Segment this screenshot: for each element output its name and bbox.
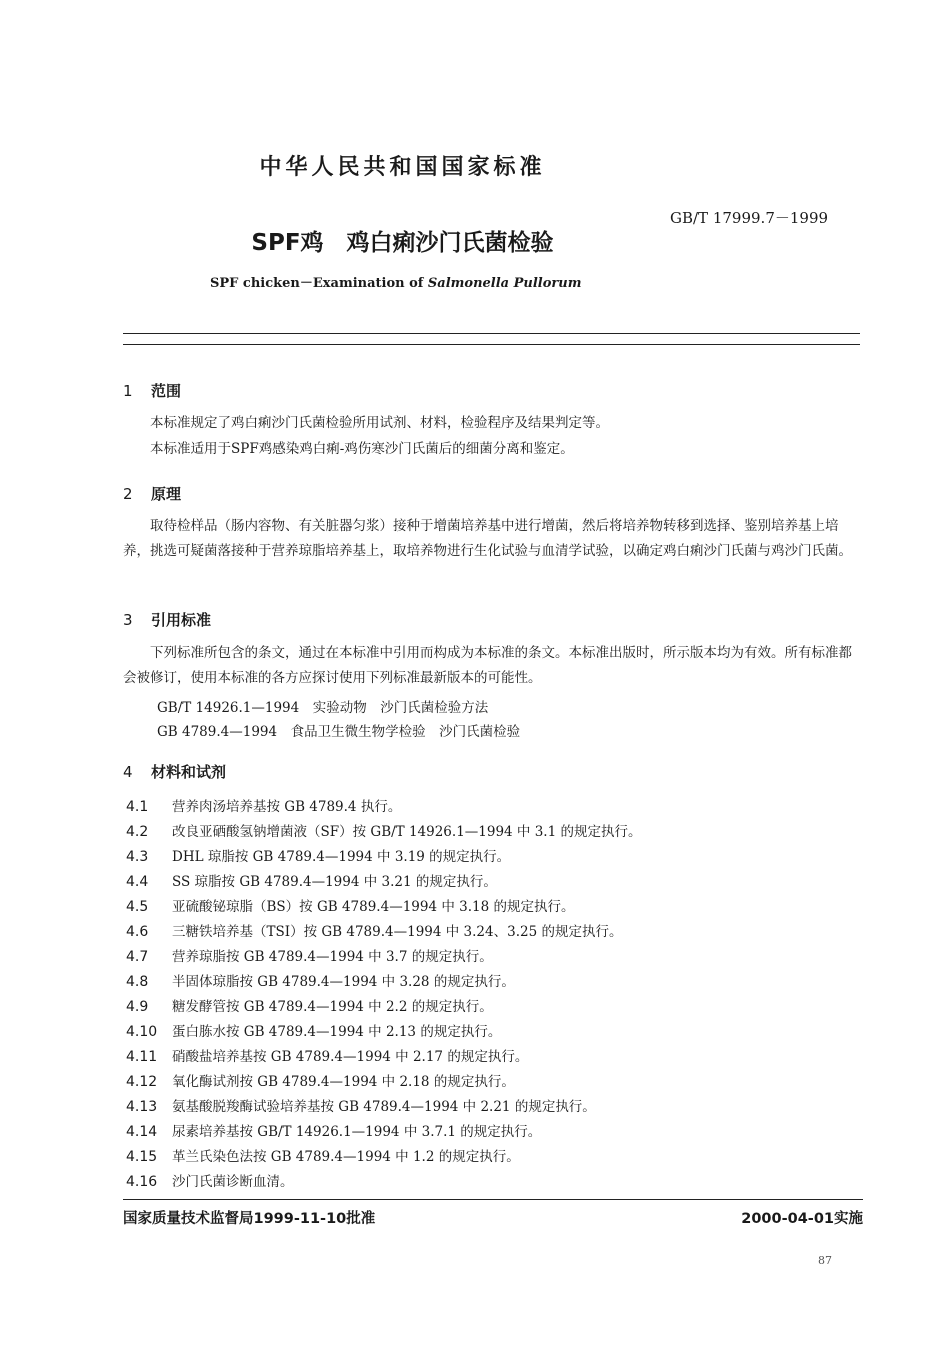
item-text: 氧化酶试剂按 GB 4789.4—1994 中 2.18 的规定执行。 — [172, 1074, 515, 1090]
section-1-title: 范围 — [151, 382, 182, 400]
item-number: 4.2 — [126, 824, 149, 840]
item-number: 4.9 — [126, 999, 149, 1015]
footer-rule — [123, 1199, 863, 1200]
subtitle-prefix: SPF chicken－Examination of — [210, 276, 428, 291]
material-item — [126, 920, 622, 940]
document-subtitle — [210, 272, 581, 291]
item-number: 4.7 — [126, 949, 149, 965]
item-number: 4.13 — [126, 1099, 158, 1115]
page-number: 87 — [818, 1254, 832, 1267]
header-rule-secondary — [123, 344, 860, 345]
approval-line: 国家质量技术监督局1999-11-10批准 — [123, 1211, 376, 1227]
item-number: 4.3 — [126, 849, 149, 865]
item-text: 糖发酵管按 GB 4789.4—1994 中 2.2 的规定执行。 — [172, 999, 493, 1015]
material-item — [126, 1145, 520, 1165]
item-text: 改良亚硒酸氢钠增菌液（SF）按 GB/T 14926.1—1994 中 3.1 的规定执行。 — [172, 824, 642, 840]
material-item — [126, 895, 574, 915]
item-number: 4.6 — [126, 924, 149, 940]
document-title: SPF鸡 鸡白痢沙门氏菌检验 — [251, 230, 554, 256]
section-4-number: 4 — [123, 763, 133, 781]
subtitle-organism: Salmonella Pullorum — [427, 276, 582, 291]
section-2-number: 2 — [123, 485, 133, 503]
item-text: 沙门氏菌诊断血清。 — [172, 1174, 294, 1190]
item-text: 硝酸盐培养基按 GB 4789.4—1994 中 2.17 的规定执行。 — [172, 1049, 529, 1065]
standard-code: GB/T 17999.7－1999 — [670, 209, 829, 227]
section-2-heading — [123, 483, 181, 504]
section-1-paragraph-1: 本标准规定了鸡白痢沙门氏菌检验所用试剂、材料，检验程序及结果判定等。 — [150, 415, 609, 431]
item-text: 尿素培养基按 GB/T 14926.1—1994 中 3.7.1 的规定执行。 — [172, 1124, 542, 1140]
item-text: 半固体琼脂按 GB 4789.4—1994 中 3.28 的规定执行。 — [172, 974, 515, 990]
item-text: 蛋白胨水按 GB 4789.4—1994 中 2.13 的规定执行。 — [172, 1024, 502, 1040]
issuing-authority: 中华人民共和国国家标准 — [259, 155, 546, 180]
material-item — [126, 995, 493, 1015]
item-text: DHL 琼脂按 GB 4789.4—1994 中 3.19 的规定执行。 — [172, 849, 511, 865]
item-text: SS 琼脂按 GB 4789.4—1994 中 3.21 的规定执行。 — [172, 874, 497, 890]
material-item — [126, 1070, 515, 1090]
item-number: 4.8 — [126, 974, 149, 990]
section-3-heading — [123, 609, 211, 630]
section-1-heading — [123, 380, 181, 401]
effective-date: 2000-04-01实施 — [741, 1211, 863, 1227]
item-number: 4.16 — [126, 1174, 158, 1190]
material-item — [126, 1170, 294, 1190]
section-3-title: 引用标准 — [151, 611, 212, 629]
reference-item: GB/T 14926.1—1994 实验动物 沙门氏菌检验方法 — [157, 700, 489, 716]
material-item — [126, 945, 493, 965]
item-text: 营养琼脂按 GB 4789.4—1994 中 3.7 的规定执行。 — [172, 949, 493, 965]
material-item — [126, 970, 515, 990]
section-4-title: 材料和试剂 — [151, 763, 227, 781]
reference-item: GB 4789.4—1994 食品卫生微生物学检验 沙门氏菌检验 — [157, 724, 521, 740]
item-number: 4.5 — [126, 899, 149, 915]
item-text: 营养肉汤培养基按 GB 4789.4 执行。 — [172, 799, 402, 815]
section-3-paragraph: 下列标准所包含的条文，通过在本标准中引用而构成为本标准的条文。本标准出版时，所示版本均为有效。所有标准都会被修订，使用本标准的各方应探讨使用下列标准最新版本的可能性。 — [123, 645, 852, 686]
material-item — [126, 870, 497, 890]
section-2-paragraph: 取待检样品（肠内容物、有关脏器匀浆）接种于增菌培养基中进行增菌，然后将培养物转移到选择、鉴别培养基上培养，挑选可疑菌落接种于营养琼脂培养基上，取培养物进行生化试验与血清学试验，以确定鸡白痢沙门氏菌与鸡沙门氏菌。 — [123, 518, 852, 559]
section-2-title: 原理 — [151, 485, 182, 503]
item-number: 4.15 — [126, 1149, 158, 1165]
item-number: 4.14 — [126, 1124, 158, 1140]
item-text: 三糖铁培养基（TSI）按 GB 4789.4—1994 中 3.24、3.25 的规定执行。 — [172, 924, 623, 940]
material-item — [126, 820, 641, 840]
item-text: 亚硫酸铋琼脂（BS）按 GB 4789.4—1994 中 3.18 的规定执行。 — [172, 899, 575, 915]
item-number: 4.11 — [126, 1049, 158, 1065]
material-item — [126, 1120, 541, 1140]
material-item — [126, 1020, 501, 1040]
material-item — [126, 1095, 596, 1115]
header-rule — [123, 333, 860, 334]
section-1-paragraph-2: 本标准适用于SPF鸡感染鸡白痢-鸡伤寒沙门氏菌后的细菌分离和鉴定。 — [150, 441, 574, 457]
item-number: 4.10 — [126, 1024, 158, 1040]
material-item — [126, 845, 510, 865]
material-item — [126, 1045, 528, 1065]
section-4-heading — [123, 761, 226, 782]
item-number: 4.4 — [126, 874, 149, 890]
item-number: 4.12 — [126, 1074, 158, 1090]
section-1-number: 1 — [123, 382, 133, 400]
item-text: 革兰氏染色法按 GB 4789.4—1994 中 1.2 的规定执行。 — [172, 1149, 520, 1165]
section-3-number: 3 — [123, 611, 133, 629]
item-number: 4.1 — [126, 799, 149, 815]
item-text: 氨基酸脱羧酶试验培养基按 GB 4789.4—1994 中 2.21 的规定执行。 — [172, 1099, 596, 1115]
material-item — [126, 795, 401, 815]
